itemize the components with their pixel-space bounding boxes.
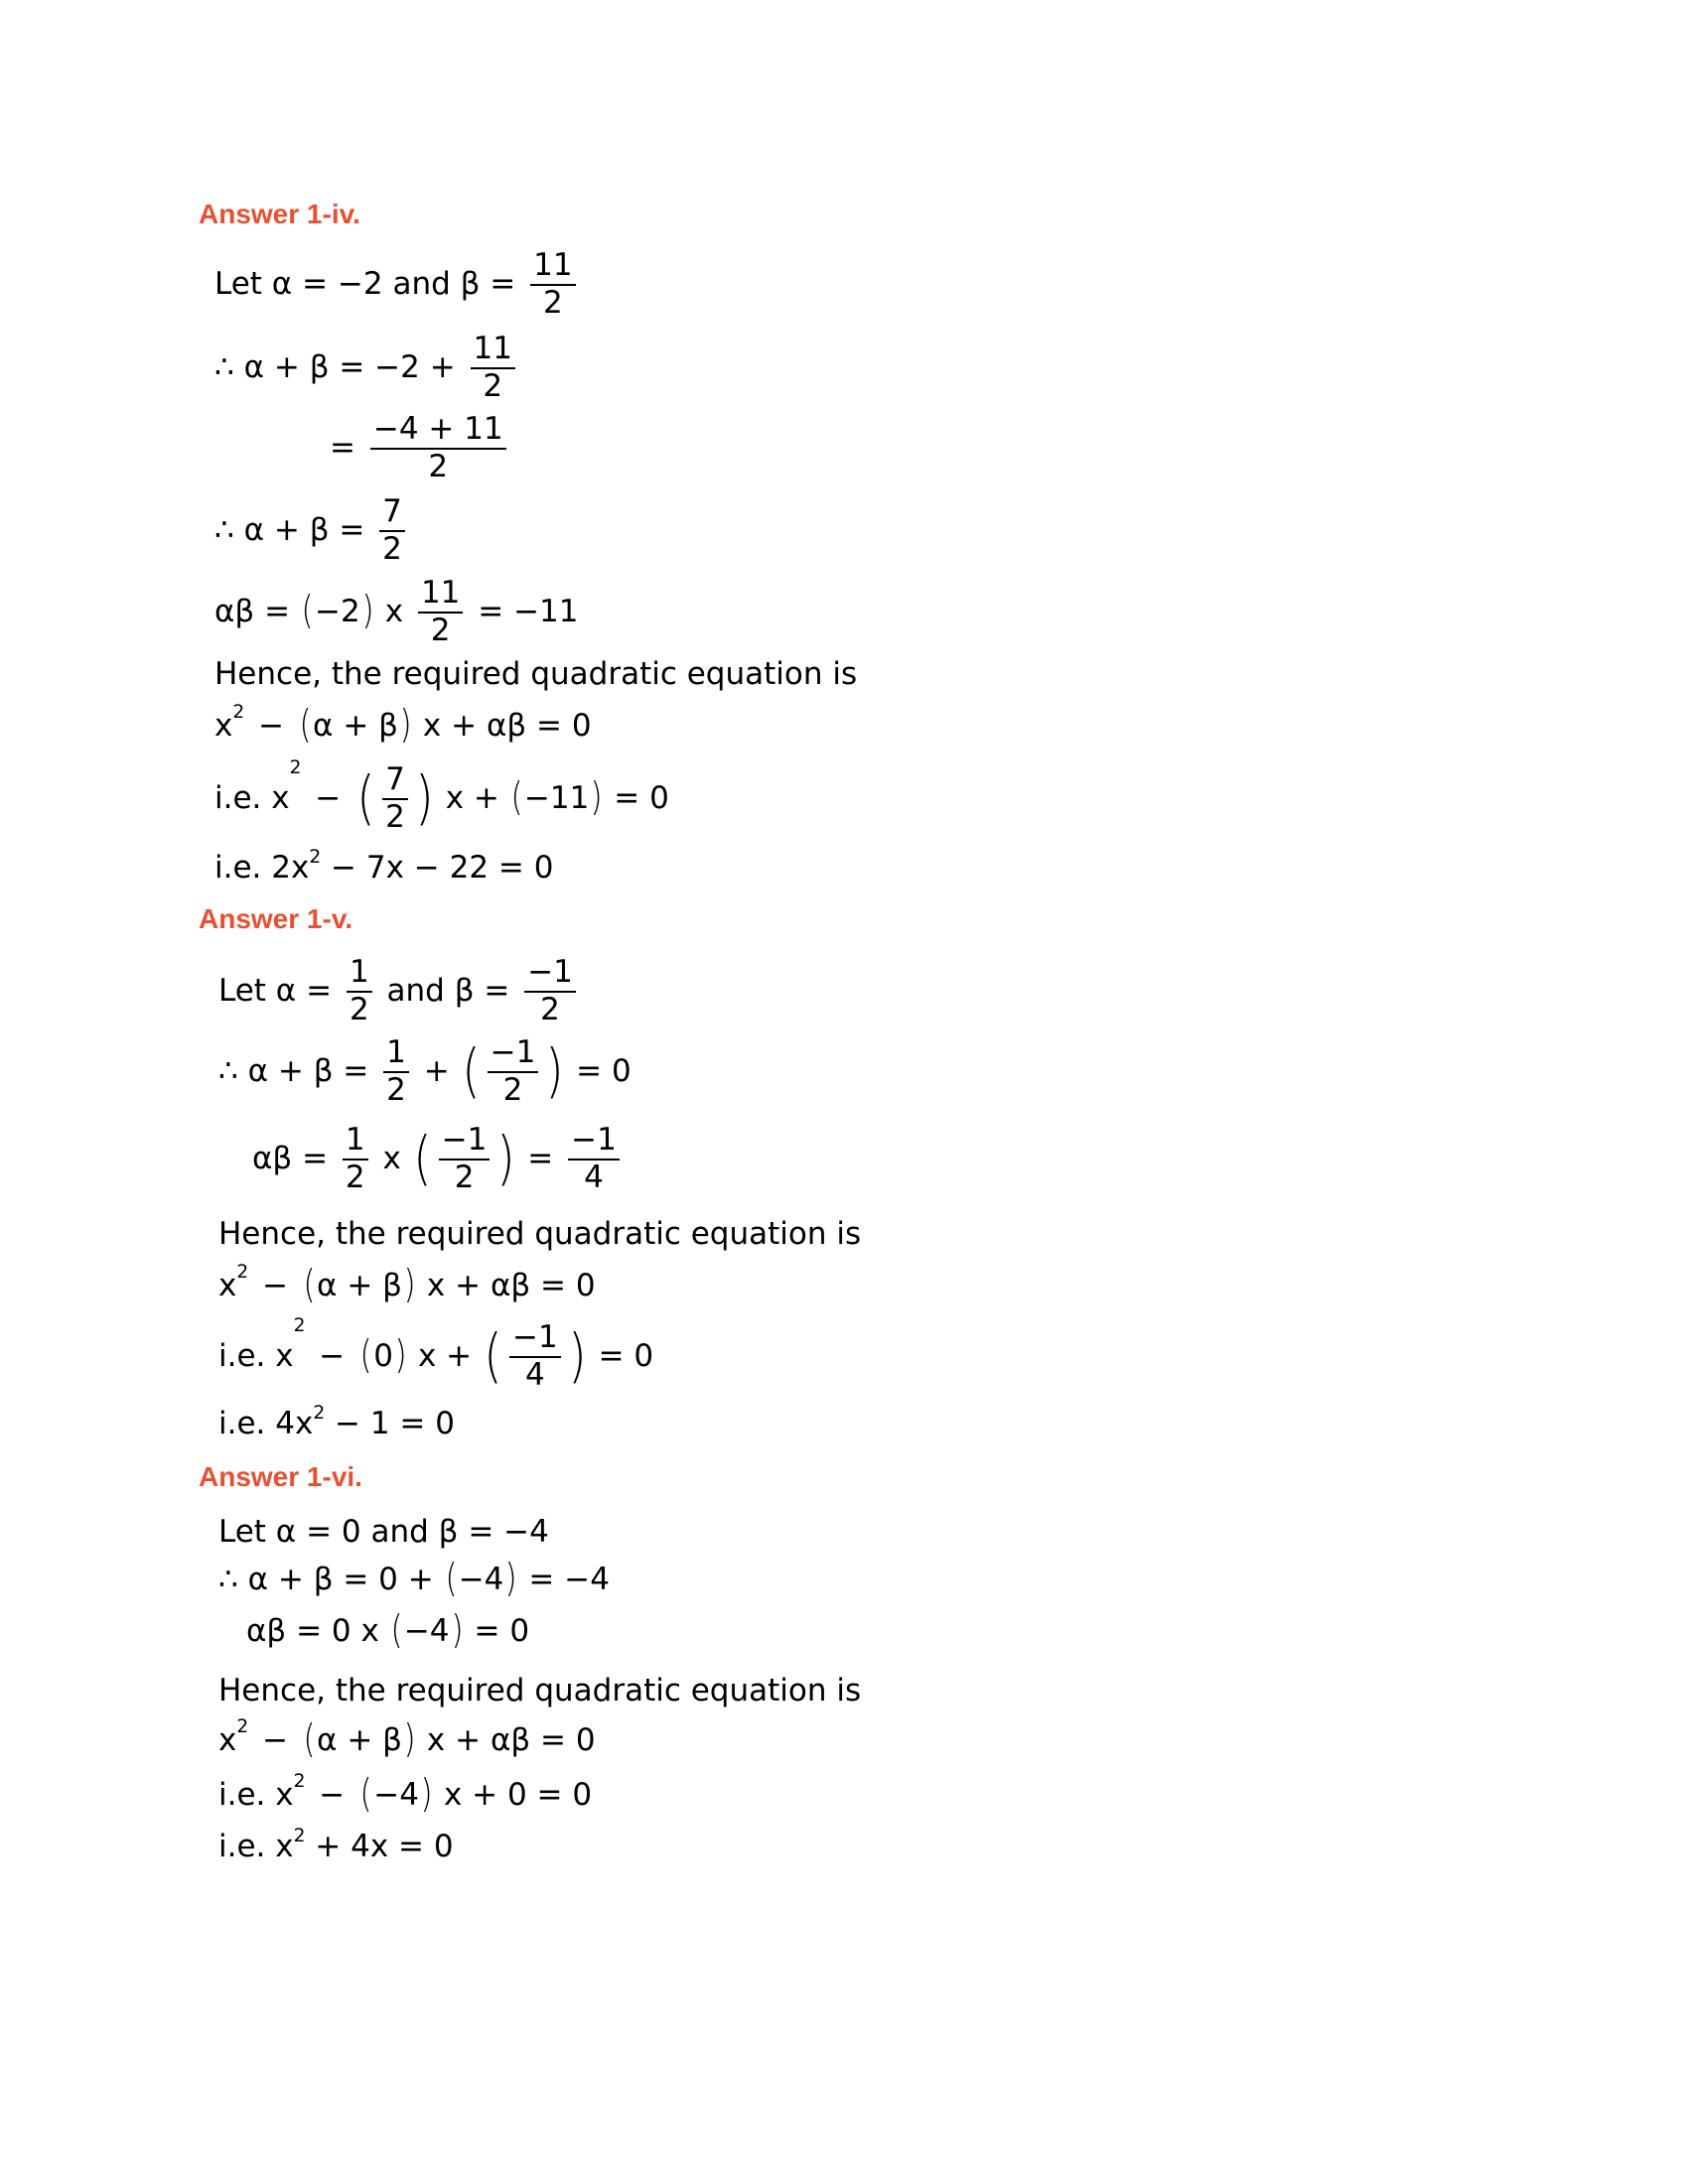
sum-line-2: = $\frac{-4 + 11}{2}$ xyxy=(330,412,511,484)
hence-statement: Hence, the required quadratic equation is xyxy=(218,1216,862,1252)
hence-statement: Hence, the required quadratic equation is xyxy=(218,1673,862,1708)
final-equation: i.e. $x^2 + 4x = 0$ xyxy=(218,1826,454,1864)
product-line: αβ = ( −2 ) x $\frac{11}{2}$ = −11 xyxy=(214,575,579,648)
answer-heading-1-iv: Answer 1-iv. xyxy=(199,199,360,229)
let-statement: Let α = $\frac{1}{2}$ and β = $\frac{-1}{2}$ xyxy=(218,955,581,1027)
parenthesis-group: ( −11 ) xyxy=(510,775,603,821)
final-equation: i.e. $4x^2 - 1 = 0$ xyxy=(218,1403,455,1441)
fraction: $\frac{1}{2}$ xyxy=(347,955,372,1027)
product-line: αβ = $\frac{1}{2}$ x ( $\frac{-1}{2}$ ) = $\frac{-1}{4}$ xyxy=(252,1123,625,1195)
let-statement: Let α = 0 and β = −4 xyxy=(218,1514,549,1550)
parenthesis-group: ( −2 ) xyxy=(301,589,374,634)
sum-result: ∴ α + β = $\frac{7}{2}$ xyxy=(214,494,410,567)
parenthesis-group: ( $\frac{-1}{4}$ ) xyxy=(484,1319,587,1393)
parenthesis-group: ( −4 ) xyxy=(445,1557,518,1601)
fraction: $\frac{-4 + 11}{2}$ xyxy=(370,412,506,484)
final-equation: i.e. $2x^2 - 7x - 22 = 0$ xyxy=(214,847,554,886)
fraction: $\frac{-1}{4}$ xyxy=(568,1123,620,1195)
fraction: $\frac{1}{2}$ xyxy=(383,1035,409,1108)
parenthesis-group: ( $\frac{7}{2}$ ) xyxy=(356,761,434,835)
fraction: $\frac{-1}{2}$ xyxy=(524,955,576,1027)
substituted-equation: i.e. $x^2$ − ( $\frac{7}{2}$ ) x + ( −11 ) = 0 xyxy=(214,757,669,835)
parenthesis-group: ( α + β ) xyxy=(299,703,412,748)
hence-statement: Hence, the required quadratic equation is xyxy=(214,656,858,692)
parenthesis-group: ( α + β ) xyxy=(303,1263,416,1307)
product-line: αβ = 0 x ( −4 ) = 0 xyxy=(246,1608,530,1653)
parenthesis-group: ( 0 ) xyxy=(359,1333,407,1379)
substituted-equation: i.e. $x^2$ − ( −4 ) x + 0 = 0 xyxy=(218,1771,593,1817)
sum-line: ∴ α + β = −2 + $\frac{11}{2}$ xyxy=(214,332,520,404)
fraction: $\frac{1}{2}$ xyxy=(343,1123,368,1195)
parenthesis-group: ( $\frac{-1}{2}$ ) xyxy=(413,1122,516,1195)
let-statement: Let α = −2 and β = $\frac{11}{2}$ xyxy=(214,248,581,321)
answer-heading-1-v: Answer 1-v. xyxy=(199,903,353,934)
fraction: $\frac{7}{2}$ xyxy=(379,494,405,567)
general-equation: $x^2$ − ( α + β ) x + αβ = 0 xyxy=(218,1716,596,1762)
fraction: $\frac{11}{2}$ xyxy=(418,576,463,648)
parenthesis-group: ( −4 ) xyxy=(390,1608,464,1653)
fraction: $\frac{11}{2}$ xyxy=(530,248,575,321)
general-equation: $x^2$ − ( α + β ) x + αβ = 0 xyxy=(214,702,592,748)
answer-heading-1-vi: Answer 1-vi. xyxy=(199,1461,362,1492)
parenthesis-group: ( α + β ) xyxy=(303,1717,416,1762)
parenthesis-group: ( $\frac{-1}{2}$ ) xyxy=(461,1034,564,1108)
sum-line: ∴ α + β = $\frac{1}{2}$ + ( $\frac{-1}{2}$ ) = 0 xyxy=(218,1034,632,1108)
general-equation: $x^2$ − ( α + β ) x + αβ = 0 xyxy=(218,1262,596,1307)
substituted-equation: i.e. $x^2$ − ( 0 ) x + ( $\frac{-1}{4}$ ) = 0 xyxy=(218,1315,654,1393)
sum-line: ∴ α + β = 0 + ( −4 ) = −4 xyxy=(218,1557,610,1601)
parenthesis-group: ( −4 ) xyxy=(359,1772,433,1817)
fraction: $\frac{11}{2}$ xyxy=(471,332,515,404)
